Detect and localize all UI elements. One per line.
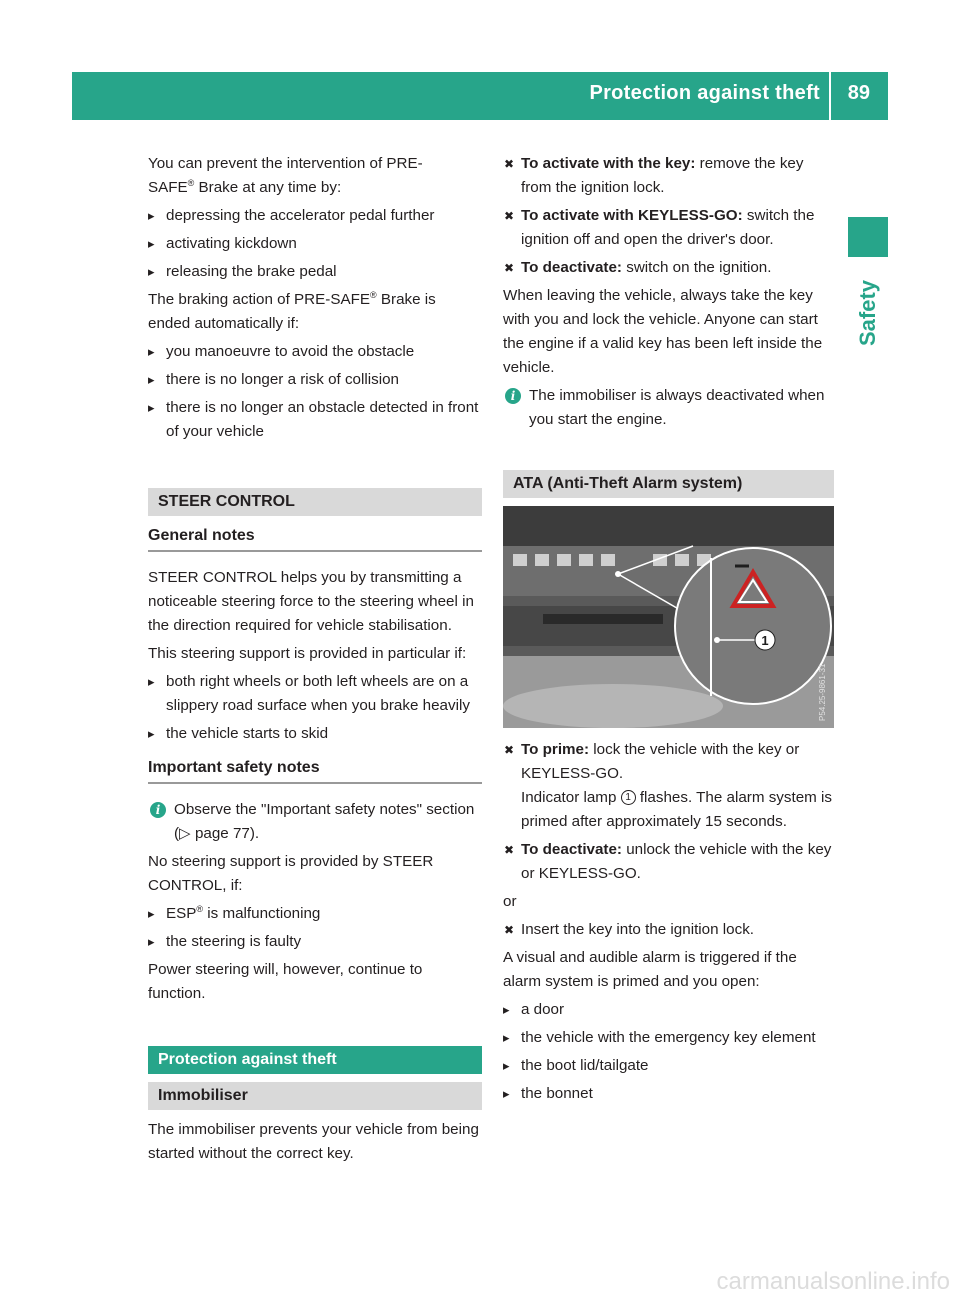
info-icon: i [150,802,166,818]
list-item: ▸ activating kickdown [148,232,482,256]
instruction-step: ✖ To deactivate: switch on the ignition. [503,256,834,280]
list-item: ▸ the boot lid/tailgate [503,1054,834,1078]
page-number: 89 [847,82,870,104]
list-item: ▸ there is no longer a risk of collision [148,368,482,392]
section-tab-marker [848,217,888,257]
list-item: ▸ the bonnet [503,1082,834,1106]
paragraph: STEER CONTROL helps you by transmitting a noticeable steering force to the steering wheel in the direction required for vehicle stabilisation. [148,569,474,634]
instruction-step: ✖ Insert the key into the ignition lock. [503,918,834,942]
instruction-step: ✖ To activate with KEYLESS-GO: switch the ignition off and open the driver's door. [503,204,834,252]
center-console-photo [503,506,834,728]
paragraph: A visual and audible alarm is triggered if the alarm system is primed and you open: [503,949,797,990]
left-column [148,152,482,1170]
registered-mark: ® [196,904,204,914]
paragraph: When leaving the vehicle, always take the key with you and lock the vehicle. Anyone can start the engine if a valid key has been left inside the vehicle. [503,287,823,376]
list-item: ▸ the steering is faulty [148,930,482,954]
list-item: ▸ the vehicle starts to skid [148,722,482,746]
paragraph: No steering support is provided by STEER CONTROL, if: [148,853,434,894]
instruction-step: ✖ To activate with the key: remove the key from the ignition lock. [503,152,834,200]
info-note: i Observe the "Important safety notes" section (▷ page 77). [148,798,482,846]
photo-callout-1: 1 [761,633,769,648]
header-title: Protection against theft [589,82,820,104]
section-heading-steer-control: STEER CONTROL [148,488,482,516]
paragraph: Power steering will, however, continue to function. [148,961,423,1002]
page-header [72,72,888,120]
list-item: ▸ releasing the brake pedal [148,260,482,284]
paragraph: or [503,893,517,910]
list-item: ▸ the vehicle with the emergency key element [503,1026,834,1050]
info-icon: i [505,388,521,404]
header-divider [829,72,831,120]
list-item: ▸ there is no longer an obstacle detected in front of your vehicle [148,396,482,444]
subheading-general-notes: General notes [148,524,482,552]
section-tab-label: Safety [855,279,880,347]
registered-mark: ® [187,178,195,188]
right-column [503,152,834,1110]
watermark: carmanualsonline.info [716,1268,950,1295]
list-item: ▸ ESP® is malfunctioning [148,902,482,926]
list-item: ▸ both right wheels or both left wheels are on a slippery road surface when you brake heavily [148,670,482,718]
paragraph: The immobiliser prevents your vehicle from being started without the correct key. [148,1121,479,1162]
subheading-important-safety-notes: Important safety notes [148,756,482,784]
list-item: ▸ a door [503,998,834,1022]
section-heading-ata: ATA (Anti-Theft Alarm system) [503,470,834,498]
list-item: ▸ depressing the accelerator pedal further [148,204,482,228]
instruction-step: ✖ To prime: lock the vehicle with the key or KEYLESS-GO. Indicator lamp 1 flashes. The alarm system is primed after approximately 15 seconds. [503,738,834,834]
instruction-step: ✖ To deactivate: unlock the vehicle with the key or KEYLESS-GO. [503,838,834,886]
photo-code: P54.25-9861-31 [818,663,827,721]
paragraph: This steering support is provided in particular if: [148,645,467,662]
registered-mark: ® [370,290,377,300]
paragraph: You can prevent the intervention of PRE- SAFE® Brake at any time by: [148,155,423,196]
section-heading-immobiliser: Immobiliser [148,1082,482,1110]
info-note: i The immobiliser is always deactivated when you start the engine. [503,384,834,432]
paragraph: The braking action of PRE-SAFE® Brake is ended automatically if: [148,290,436,332]
list-item: ▸ you manoeuvre to avoid the obstacle [148,340,482,364]
indicator-lamp-symbol: 1 [621,790,636,805]
section-heading-protection-against-theft: Protection against theft [148,1046,482,1074]
